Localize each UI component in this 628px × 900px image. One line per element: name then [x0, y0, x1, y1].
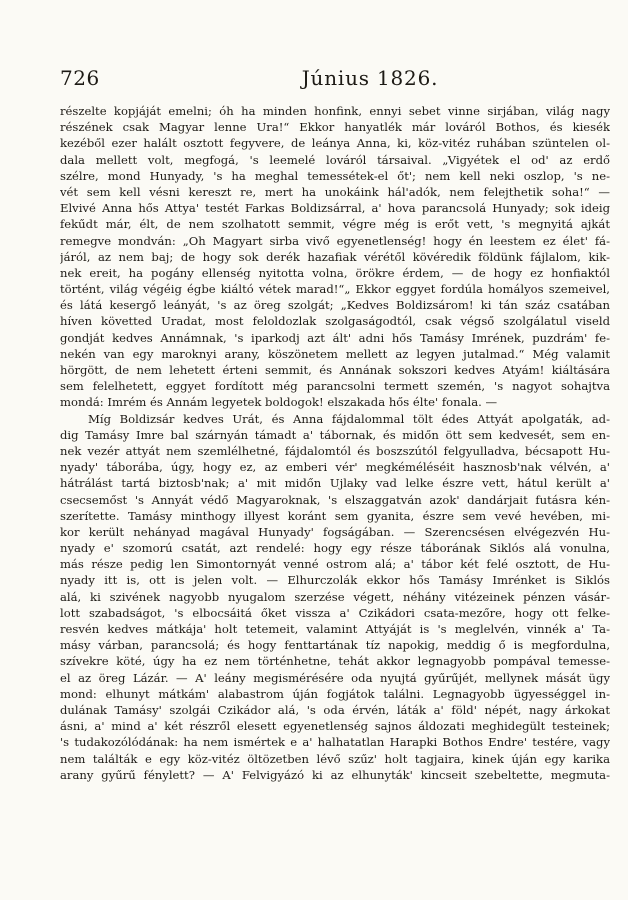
text-line: fekűdt már, élt, de nem szolhatott semmit, végre még is erőt vett, 's megnyitá ajkát [60, 217, 610, 232]
text-line: ásni, a' mind a' két részről elesett egyenetlenség sajnos áldozati meghidegült testeinek; [60, 719, 610, 734]
text-line: szélre, mond Hunyady, 's ha meghal temessétek-el őt'; nem kell neki oszlop, 's ne- [60, 168, 610, 183]
text-line: mondá: Imrém és Annám legyetek boldogok! elszakada hős élte' fonala. — [60, 395, 498, 410]
text-line: dig Tamásy Imre bal szárnyán támadt a' tábornak, és midőn ött sem kedvesét, sem en- [60, 427, 610, 442]
text-line: másy várban, parancsolá; és hogy fenttartának tíz napokig, meddig ő is megfordulna, [60, 638, 610, 653]
text-line: nyady e' szomorú csatát, azt rendelé: hogy egy része táborának Siklós alá vonulna, [60, 541, 610, 556]
text-line: történt, világ végéig égbe kiáltó vétek marad!“„ Ekkor eggyet fordúla homályos szemeivel, [60, 282, 610, 297]
text-line: részelte kopjáját emelni; óh ha minden honfink, ennyi sebet vinne sirjában, világ nagy [60, 104, 610, 118]
text-line: dulának Tamásy' szolgái Czikádor alá, 's oda érvén, láták a' föld' népét, nagy árkokat [60, 702, 610, 717]
text-line: nek ereit, ha pogány ellenség nyitotta volna, örökre érdem, — de hogy ez honfiaktól [60, 265, 610, 280]
text-line: alá, ki szivének nagyobb nyugalom szerzése végett, néhány vitézeinek pénzen vásár- [60, 589, 610, 604]
text-line: 's tudakozólódának: ha nem ismértek e a' halhatatlan Harapki Bothos Endre' testére, vagy [60, 735, 610, 750]
text-line: sem felelhetett, eggyet fordított még parancsolni termett szemén, 's nagyot sohajtva [60, 379, 610, 394]
text-line: nyady' táborába, úgy, hogy ez, az emberi vér' megkéméléséit hasznosb'nak vélvén, a' [60, 460, 610, 475]
text-line: nyady itt is, ott is jelen volt. — Elhurczolák ekkor hős Tamásy Imrénket is Siklós [60, 573, 610, 588]
text-line: szívekre köté, úgy ha ez nem történhetne, tehát akkor legnagyobb pompával temesse- [60, 654, 610, 669]
text-line: vét sem kell vésni kereszt re, mert ha unokáink hál'adók, nem felejthetik soha!“ — [60, 184, 610, 199]
text-line: nem találták e egy köz-vitéz öltözetben lévő szűz' holt tagjaira, kinek úján egy karika [60, 751, 610, 766]
text-line: gondját kedves Annámnak, 's iparkodj azt ált' adni hős Tamásy Imrének, puzdrám' fe- [60, 330, 610, 345]
text-line: Elvivé Anna hős Attya' testét Farkas Boldizsárral, a' hova parancsolá Hunyady; sok ideig [60, 201, 610, 216]
text-line: részének csak Magyar lenne Ura!“ Ekkor hanyatlék már lováról Bothos, és kiesék [60, 120, 610, 135]
text-line: resvén kedves mátkája' holt tetemeit, valamint Attyáját is 's meglelvén, vinnék a' Ta- [60, 622, 610, 636]
text-line: dala mellett volt, megfogá, 's leemelé lováról társaival. „Vigyétek el od' az erdő [60, 152, 610, 167]
text-line: és látá kesergő leányát, 's az öreg szolgát; „Kedves Boldizsárom! ki tán száz csatában [60, 298, 610, 313]
page-header [60, 66, 600, 96]
text-line: lott szabadságot, 's elbocsáitá őket vissza a' Czikádori csata-mezőre, hogy ott felke- [60, 605, 610, 620]
text-line: hörgött, de nem lehetett érteni semmit, és Annának sokszori kedves Atyám! kiáltására [60, 363, 610, 377]
text-line: járól, az nem baj; de hogy sok derék hazafiak vérétől kövéredik földünk fájlalom, kik- [60, 249, 610, 264]
text-line: híven követted Uradat, most feloldozlak szolgaságodtól, csak végső szolgálatul viseld [60, 314, 610, 329]
text-line: csecsemőst 's Annyát védő Magyaroknak, 's elszaggatván azok' dandárjait futásra kén- [60, 492, 610, 507]
text-line: Míg Boldizsár kedves Urát, és Anna fájdalommal tölt édes Attyát apolgaták, ad- [88, 411, 610, 426]
text-line: kor került nehányad magával Hunyady' fogságában. — Szerencsésen elvégezvén Hu- [60, 524, 610, 539]
running-title: Június 1826. [301, 66, 439, 90]
text-line: arany gyűrű fénylett? — A' Felvigyázó ki az elhunyták' kincseit szebeltette, megmuta- [60, 767, 610, 782]
text-line: nek vezér attyát nem szemlélhetné, fájdalomtól és boszszútól felgyulladva, bécsapott Hu- [60, 443, 610, 458]
text-line: hátrálást tartá biztosb'nak; a' mit midőn Ujlaky vad lelke észre vett, hátul került a' [60, 476, 610, 491]
text-line: szerítette. Tamásy minthogy illyest koránt sem gyanita, észre sem vevé hevében, mi- [60, 508, 610, 523]
text-line: nekén van egy maroknyi arany, köszönetem mellett az legyen jutalmad.“ Még valamit [60, 346, 610, 361]
text-line: más része pedig len Simontornyát venné ostrom alá; a' tábor két felé osztott, de Hu- [60, 557, 610, 572]
text-line: kezéből ezer halált osztott fegyvere, de leánya Anna, ki, köz-vitéz ruhában szüntelen ol- [60, 136, 610, 151]
body-text [60, 103, 610, 783]
text-line: remegve mondván: „Oh Magyart sirba vivő egyenetlenség! hogy én leestem ez élet' fá- [60, 233, 610, 248]
text-line: mond: elhunyt mátkám' alabastrom úján fogjátok találni. Legnagyobb ügyességgel in- [60, 686, 610, 701]
page-number: 726 [60, 66, 100, 90]
text-line: el az öreg Lázár. — A' leány megismérésére oda nyujtá gyűrűjét, mellynek mását ügy [60, 670, 610, 685]
